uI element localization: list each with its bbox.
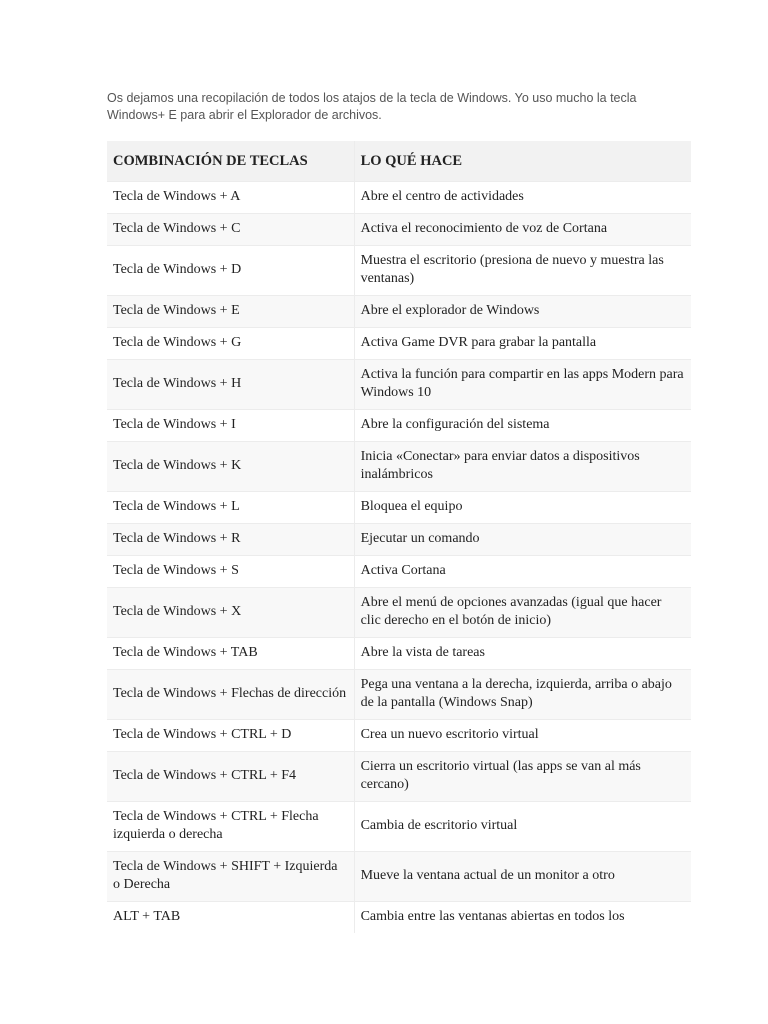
table-row: [107, 328, 691, 360]
shortcut-action: Inicia «Conectar» para enviar datos a dispositivos inalámbricos: [354, 442, 691, 492]
shortcut-action: Activa el reconocimiento de voz de Cortana: [354, 214, 691, 246]
table-row: [107, 182, 691, 214]
shortcut-keys: Tecla de Windows + Flechas de dirección: [107, 670, 354, 720]
shortcut-action: Abre el menú de opciones avanzadas (igual que hacer clic derecho en el botón de inicio): [354, 588, 691, 638]
shortcut-keys: Tecla de Windows + C: [107, 214, 354, 246]
shortcut-keys: Tecla de Windows + CTRL + Flecha izquierda o derecha: [107, 802, 354, 852]
shortcut-keys: Tecla de Windows + E: [107, 296, 354, 328]
shortcut-action: Ejecutar un comando: [354, 524, 691, 556]
shortcut-keys: Tecla de Windows + K: [107, 442, 354, 492]
shortcut-action: Cambia entre las ventanas abiertas en todos los: [354, 902, 691, 934]
shortcut-action: Crea un nuevo escritorio virtual: [354, 720, 691, 752]
table-row: [107, 492, 691, 524]
shortcuts-table: [107, 141, 691, 933]
shortcut-action: Muestra el escritorio (presiona de nuevo y muestra las ventanas): [354, 246, 691, 296]
table-row: [107, 902, 691, 934]
shortcut-keys: Tecla de Windows + L: [107, 492, 354, 524]
table-row: [107, 752, 691, 802]
shortcut-keys: Tecla de Windows + CTRL + F4: [107, 752, 354, 802]
header-keys: COMBINACIÓN DE TECLAS: [107, 141, 354, 182]
table-row: [107, 852, 691, 902]
shortcut-keys: Tecla de Windows + H: [107, 360, 354, 410]
shortcut-action: Activa Cortana: [354, 556, 691, 588]
intro-paragraph: Os dejamos una recopilación de todos los atajos de la tecla de Windows. Yo uso mucho la tecla Windows+ E para abrir el Explorador de archivos.: [107, 91, 637, 122]
shortcut-keys: Tecla de Windows + R: [107, 524, 354, 556]
shortcut-keys: Tecla de Windows + G: [107, 328, 354, 360]
table-row: [107, 296, 691, 328]
table-header-row: [107, 141, 691, 182]
table-row: [107, 524, 691, 556]
shortcut-action: Abre el explorador de Windows: [354, 296, 691, 328]
shortcut-action: Mueve la ventana actual de un monitor a otro: [354, 852, 691, 902]
shortcut-keys: Tecla de Windows + S: [107, 556, 354, 588]
shortcut-action: Bloquea el equipo: [354, 492, 691, 524]
table-row: [107, 802, 691, 852]
shortcut-action: Abre el centro de actividades: [354, 182, 691, 214]
shortcut-keys: Tecla de Windows + CTRL + D: [107, 720, 354, 752]
shortcut-action: Abre la configuración del sistema: [354, 410, 691, 442]
shortcut-keys: ALT + TAB: [107, 902, 354, 934]
table-row: [107, 246, 691, 296]
shortcut-action: Abre la vista de tareas: [354, 638, 691, 670]
table-row: [107, 360, 691, 410]
table-row: [107, 214, 691, 246]
document-page: [107, 90, 691, 933]
shortcut-keys: Tecla de Windows + D: [107, 246, 354, 296]
table-row: [107, 720, 691, 752]
table-row: [107, 442, 691, 492]
table-row: [107, 410, 691, 442]
table-row: [107, 670, 691, 720]
table-row: [107, 556, 691, 588]
shortcut-keys: Tecla de Windows + I: [107, 410, 354, 442]
table-row: [107, 588, 691, 638]
header-action: LO QUÉ HACE: [354, 141, 691, 182]
shortcut-action: Pega una ventana a la derecha, izquierda, arriba o abajo de la pantalla (Windows Snap): [354, 670, 691, 720]
shortcut-action: Cierra un escritorio virtual (las apps se van al más cercano): [354, 752, 691, 802]
shortcut-keys: Tecla de Windows + X: [107, 588, 354, 638]
shortcut-keys: Tecla de Windows + SHIFT + Izquierda o Derecha: [107, 852, 354, 902]
table-row: [107, 638, 691, 670]
shortcut-keys: Tecla de Windows + A: [107, 182, 354, 214]
shortcut-action: Activa Game DVR para grabar la pantalla: [354, 328, 691, 360]
shortcut-action: Cambia de escritorio virtual: [354, 802, 691, 852]
shortcut-keys: Tecla de Windows + TAB: [107, 638, 354, 670]
shortcut-action: Activa la función para compartir en las apps Modern para Windows 10: [354, 360, 691, 410]
